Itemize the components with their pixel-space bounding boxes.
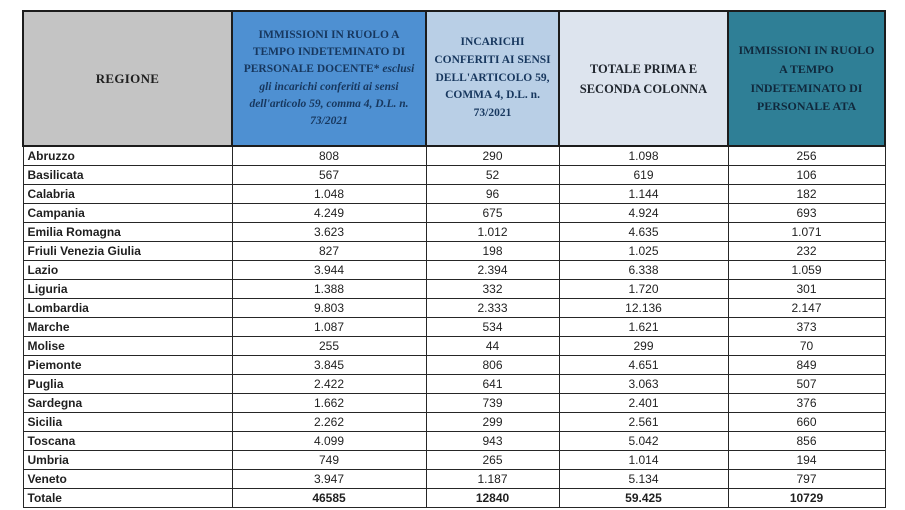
value-cell: 507 bbox=[728, 375, 885, 394]
value-cell: 12.136 bbox=[559, 299, 728, 318]
region-cell: Toscana bbox=[23, 432, 232, 451]
value-cell: 10729 bbox=[728, 489, 885, 508]
value-cell: 232 bbox=[728, 242, 885, 261]
region-cell: Sardegna bbox=[23, 394, 232, 413]
table-row bbox=[23, 185, 885, 204]
value-cell: 373 bbox=[728, 318, 885, 337]
table-row bbox=[23, 356, 885, 375]
value-cell: 4.924 bbox=[559, 204, 728, 223]
region-cell: Liguria bbox=[23, 280, 232, 299]
value-cell: 1.144 bbox=[559, 185, 728, 204]
value-cell: 534 bbox=[426, 318, 559, 337]
value-cell: 3.947 bbox=[232, 470, 426, 489]
region-cell: Lombardia bbox=[23, 299, 232, 318]
value-cell: 70 bbox=[728, 337, 885, 356]
value-cell: 693 bbox=[728, 204, 885, 223]
table-body bbox=[23, 146, 885, 508]
table-row bbox=[23, 394, 885, 413]
value-cell: 290 bbox=[426, 146, 559, 166]
value-cell: 1.621 bbox=[559, 318, 728, 337]
table-row bbox=[23, 204, 885, 223]
value-cell: 3.623 bbox=[232, 223, 426, 242]
value-cell: 299 bbox=[426, 413, 559, 432]
value-cell: 265 bbox=[426, 451, 559, 470]
value-cell: 4.099 bbox=[232, 432, 426, 451]
value-cell: 5.134 bbox=[559, 470, 728, 489]
table-row bbox=[23, 413, 885, 432]
value-cell: 194 bbox=[728, 451, 885, 470]
value-cell: 739 bbox=[426, 394, 559, 413]
region-cell: Abruzzo bbox=[23, 146, 232, 166]
value-cell: 2.401 bbox=[559, 394, 728, 413]
value-cell: 1.098 bbox=[559, 146, 728, 166]
value-cell: 46585 bbox=[232, 489, 426, 508]
header-docente bbox=[232, 11, 426, 146]
value-cell: 12840 bbox=[426, 489, 559, 508]
value-cell: 59.425 bbox=[559, 489, 728, 508]
value-cell: 182 bbox=[728, 185, 885, 204]
value-cell: 1.071 bbox=[728, 223, 885, 242]
total-label-cell: Totale bbox=[23, 489, 232, 508]
table-row bbox=[23, 146, 885, 166]
region-cell: Marche bbox=[23, 318, 232, 337]
value-cell: 44 bbox=[426, 337, 559, 356]
value-cell: 6.338 bbox=[559, 261, 728, 280]
total-row bbox=[23, 489, 885, 508]
region-cell: Molise bbox=[23, 337, 232, 356]
value-cell: 641 bbox=[426, 375, 559, 394]
table-row bbox=[23, 261, 885, 280]
table-header bbox=[23, 11, 885, 146]
value-cell: 2.394 bbox=[426, 261, 559, 280]
table-row bbox=[23, 451, 885, 470]
value-cell: 1.025 bbox=[559, 242, 728, 261]
value-cell: 2.561 bbox=[559, 413, 728, 432]
region-cell: Veneto bbox=[23, 470, 232, 489]
value-cell: 567 bbox=[232, 166, 426, 185]
region-cell: Friuli Venezia Giulia bbox=[23, 242, 232, 261]
region-cell: Puglia bbox=[23, 375, 232, 394]
header-docente-main: IMMISSIONI IN RUOLO A TEMPO INDETEMINATO DI PERSONALE DOCENTE* bbox=[243, 28, 406, 76]
table-row bbox=[23, 299, 885, 318]
region-cell: Calabria bbox=[23, 185, 232, 204]
value-cell: 4.249 bbox=[232, 204, 426, 223]
regions-table bbox=[22, 10, 886, 508]
value-cell: 376 bbox=[728, 394, 885, 413]
header-regione: REGIONE bbox=[23, 11, 232, 146]
value-cell: 2.422 bbox=[232, 375, 426, 394]
value-cell: 1.087 bbox=[232, 318, 426, 337]
value-cell: 856 bbox=[728, 432, 885, 451]
value-cell: 1.059 bbox=[728, 261, 885, 280]
table-row bbox=[23, 318, 885, 337]
value-cell: 1.014 bbox=[559, 451, 728, 470]
value-cell: 106 bbox=[728, 166, 885, 185]
value-cell: 1.662 bbox=[232, 394, 426, 413]
value-cell: 749 bbox=[232, 451, 426, 470]
value-cell: 1.012 bbox=[426, 223, 559, 242]
value-cell: 3.845 bbox=[232, 356, 426, 375]
value-cell: 255 bbox=[232, 337, 426, 356]
table-row bbox=[23, 337, 885, 356]
value-cell: 675 bbox=[426, 204, 559, 223]
value-cell: 198 bbox=[426, 242, 559, 261]
value-cell: 660 bbox=[728, 413, 885, 432]
region-cell: Umbria bbox=[23, 451, 232, 470]
value-cell: 619 bbox=[559, 166, 728, 185]
regions-table-container bbox=[22, 10, 886, 508]
value-cell: 1.187 bbox=[426, 470, 559, 489]
header-incarichi: INCARICHI CONFERITI AI SENSI DELL'ARTICOLO 59, COMMA 4, D.L. n. 73/2021 bbox=[426, 11, 559, 146]
value-cell: 1.388 bbox=[232, 280, 426, 299]
value-cell: 827 bbox=[232, 242, 426, 261]
value-cell: 52 bbox=[426, 166, 559, 185]
value-cell: 2.333 bbox=[426, 299, 559, 318]
header-row bbox=[23, 11, 885, 146]
region-cell: Campania bbox=[23, 204, 232, 223]
region-cell: Piemonte bbox=[23, 356, 232, 375]
table-row bbox=[23, 223, 885, 242]
value-cell: 4.651 bbox=[559, 356, 728, 375]
table-row bbox=[23, 470, 885, 489]
value-cell: 299 bbox=[559, 337, 728, 356]
header-ata: IMMISSIONI IN RUOLO A TEMPO INDETEMINATO DI PERSONALE ATA bbox=[728, 11, 885, 146]
value-cell: 2.262 bbox=[232, 413, 426, 432]
value-cell: 1.720 bbox=[559, 280, 728, 299]
value-cell: 9.803 bbox=[232, 299, 426, 318]
table-row bbox=[23, 242, 885, 261]
value-cell: 301 bbox=[728, 280, 885, 299]
value-cell: 808 bbox=[232, 146, 426, 166]
value-cell: 332 bbox=[426, 280, 559, 299]
table-row bbox=[23, 375, 885, 394]
value-cell: 797 bbox=[728, 470, 885, 489]
header-docente-note: esclusi gli incarichi conferiti ai sensi dell'articolo 59, comma 4, D.L. n. 73/2021 bbox=[249, 63, 415, 127]
value-cell: 2.147 bbox=[728, 299, 885, 318]
table-row bbox=[23, 432, 885, 451]
value-cell: 806 bbox=[426, 356, 559, 375]
value-cell: 96 bbox=[426, 185, 559, 204]
region-cell: Lazio bbox=[23, 261, 232, 280]
value-cell: 943 bbox=[426, 432, 559, 451]
value-cell: 3.063 bbox=[559, 375, 728, 394]
header-totale: TOTALE PRIMA E SECONDA COLONNA bbox=[559, 11, 728, 146]
value-cell: 3.944 bbox=[232, 261, 426, 280]
value-cell: 5.042 bbox=[559, 432, 728, 451]
table-row bbox=[23, 280, 885, 299]
region-cell: Sicilia bbox=[23, 413, 232, 432]
region-cell: Emilia Romagna bbox=[23, 223, 232, 242]
value-cell: 849 bbox=[728, 356, 885, 375]
table-row bbox=[23, 166, 885, 185]
region-cell: Basilicata bbox=[23, 166, 232, 185]
value-cell: 1.048 bbox=[232, 185, 426, 204]
value-cell: 4.635 bbox=[559, 223, 728, 242]
value-cell: 256 bbox=[728, 146, 885, 166]
